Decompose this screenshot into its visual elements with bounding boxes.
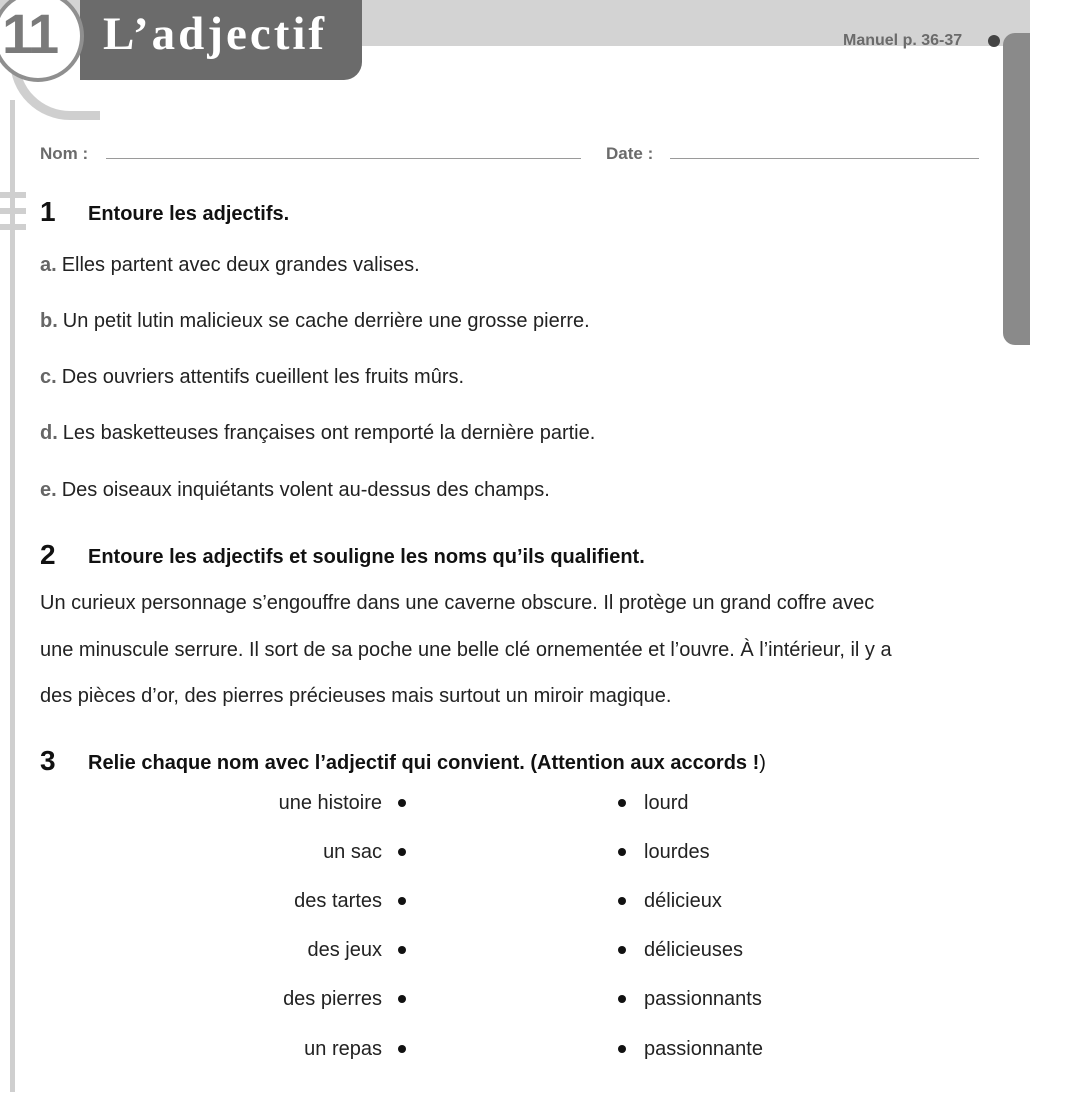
- date-label: Date :: [606, 144, 654, 163]
- adjective-item: lourd: [644, 792, 689, 814]
- noun-connector-dot[interactable]: [398, 897, 406, 905]
- noun-item: un sac: [323, 841, 382, 863]
- noun-connector-dot[interactable]: [398, 995, 406, 1003]
- sentence-e: [40, 479, 550, 502]
- adjective-item: délicieux: [644, 890, 722, 912]
- sentence-c: [40, 366, 464, 389]
- exercise-1-instruction: Entoure les adjectifs.: [88, 203, 290, 225]
- adjective-item: passionnante: [644, 1038, 763, 1060]
- noun-item: un repas: [304, 1038, 382, 1060]
- manual-reference: Manuel p. 36-37: [843, 32, 963, 49]
- sentence-letter: b.: [40, 310, 58, 332]
- name-label: Nom :: [40, 144, 89, 163]
- exercise-1-number: 1: [40, 196, 56, 227]
- noun-connector-dot[interactable]: [398, 848, 406, 856]
- noun-connector-dot[interactable]: [398, 1045, 406, 1053]
- sentence-text: Des ouvriers attentifs cueillent les fruits mûrs.: [61, 366, 465, 388]
- page-title: L’adjectif: [103, 8, 328, 60]
- sentence-text: Les basketteuses françaises ont remporté la dernière partie.: [62, 422, 596, 444]
- paragraph-line: Un curieux personnage s’engouffre dans une caverne obscure. Il protège un grand coffre avec: [40, 592, 875, 614]
- adjective-connector-dot[interactable]: [618, 848, 626, 856]
- instruction-tail: ): [759, 752, 766, 774]
- paragraph-line: une minuscule serrure. Il sort de sa poche une belle clé ornementée et l’ouvre. À l’intérieur, il y a: [40, 639, 892, 661]
- sentence-text: Un petit lutin malicieux se cache derrière une grosse pierre.: [62, 310, 590, 332]
- noun-item: des tartes: [294, 890, 382, 912]
- noun-connector-dot[interactable]: [398, 946, 406, 954]
- date-field[interactable]: [670, 158, 979, 159]
- sentence-letter: a.: [40, 254, 57, 276]
- sentence-letter: e.: [40, 479, 57, 501]
- noun-item: des jeux: [307, 939, 382, 961]
- margin-mark: [0, 224, 26, 230]
- exercise-3-instruction: [88, 752, 766, 775]
- adjective-connector-dot[interactable]: [618, 995, 626, 1003]
- left-margin-rule: [10, 100, 15, 1092]
- sentence-letter: d.: [40, 422, 58, 444]
- name-field[interactable]: [106, 158, 581, 159]
- sentence-text: Des oiseaux inquiétants volent au-dessus des champs.: [61, 479, 550, 501]
- exercise-2-instruction: Entoure les adjectifs et souligne les noms qu’ils qualifient.: [88, 546, 645, 568]
- instruction-text: Relie chaque nom avec l’adjectif qui convient. (Attention aux accords !: [88, 752, 760, 774]
- bullet-icon: [988, 35, 1000, 47]
- adjective-connector-dot[interactable]: [618, 897, 626, 905]
- sentence-b: [40, 310, 590, 333]
- sentence-letter: c.: [40, 366, 57, 388]
- exercise-3-number: 3: [40, 745, 56, 776]
- exercise-2-number: 2: [40, 539, 56, 570]
- adjective-item: délicieuses: [644, 939, 743, 961]
- adjective-connector-dot[interactable]: [618, 799, 626, 807]
- noun-item: des pierres: [283, 988, 382, 1010]
- adjective-item: passionnants: [644, 988, 762, 1010]
- noun-connector-dot[interactable]: [398, 799, 406, 807]
- sentence-text: Elles partent avec deux grandes valises.: [61, 254, 420, 276]
- margin-mark: [0, 192, 26, 198]
- chapter-number: 11: [2, 2, 58, 65]
- adjective-connector-dot[interactable]: [618, 1045, 626, 1053]
- sentence-d: [40, 422, 595, 445]
- side-tab: [1003, 33, 1030, 345]
- paragraph-line: des pièces d’or, des pierres précieuses mais surtout un miroir magique.: [40, 685, 672, 707]
- sentence-a: [40, 254, 420, 277]
- margin-mark: [0, 208, 26, 214]
- noun-item: une histoire: [278, 792, 382, 814]
- side-tab-label: Grammaire: [1030, 58, 1063, 300]
- adjective-item: lourdes: [644, 841, 710, 863]
- adjective-connector-dot[interactable]: [618, 946, 626, 954]
